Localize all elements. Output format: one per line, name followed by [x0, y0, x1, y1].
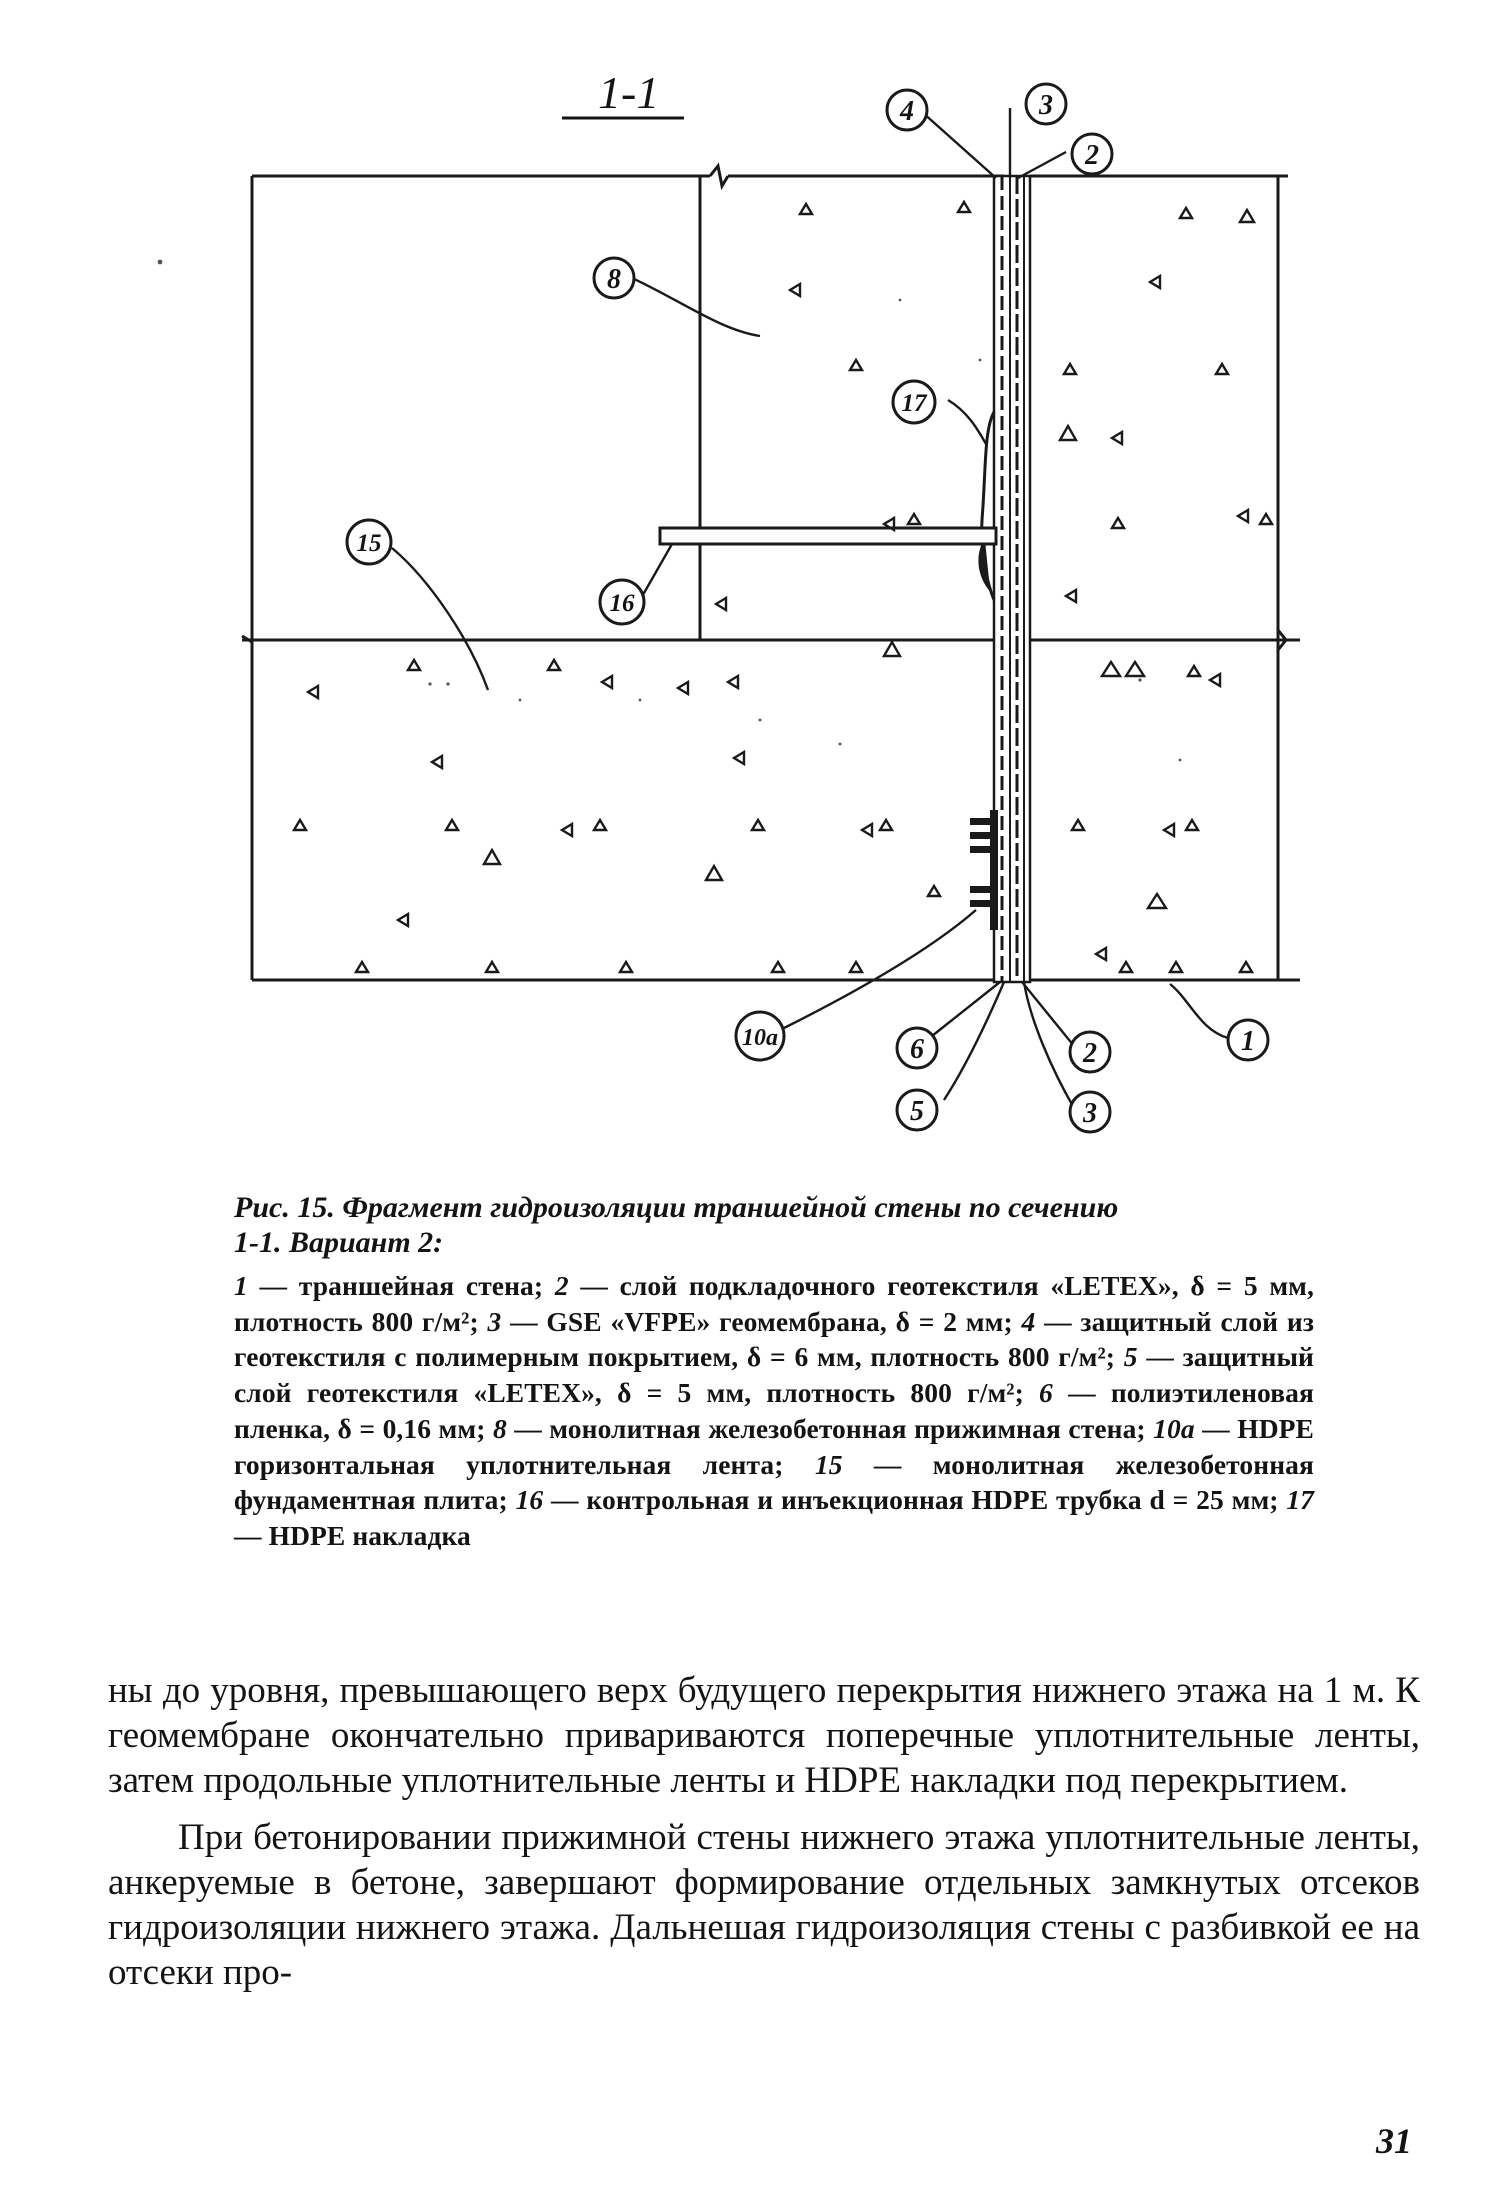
concrete-outline: [242, 166, 1300, 980]
body-paragraph-2: При бетонировании прижимной стены нижнего этажа уплотнительные ленты, анкеруемые в бетоне, завершают формирование отдельных замкнутых отсеков гидроизоляции нижнего этажа. Дальнешая гидроизоляция стены с разбивкой ее на отсеки про-: [108, 1817, 1420, 1993]
callout-circles: [347, 84, 1268, 1132]
legend-num: 4: [1021, 1305, 1036, 1337]
legend-text: — HDPE накладка: [234, 1519, 471, 1551]
caption-legend: [234, 1268, 1314, 1554]
legend-text: — контрольная и инъекционная HDPE трубка d = 25 мм;: [543, 1484, 1287, 1516]
callout-2-bottom: 2: [1083, 1038, 1097, 1069]
legend-num: 1: [234, 1270, 248, 1301]
figure-caption: [234, 1190, 1314, 1554]
legend-text: — слой подкладочного геотекстиля «LETEX», δ = 5 мм, плотность 800 г/м²;: [234, 1270, 1314, 1337]
callout-3-bottom: 3: [1083, 1098, 1097, 1129]
legend-text: — траншейная стена;: [247, 1270, 555, 1301]
legend-text: — защитный слой геотекстиля «LETEX», δ = 5 мм, плотность 800 г/м²;: [234, 1341, 1314, 1409]
legend-num: 10a: [1153, 1412, 1195, 1444]
legend-num: 16: [515, 1484, 544, 1516]
legend-text: — GSE «VFPE» геомембрана, δ = 2 мм;: [501, 1305, 1022, 1337]
legend-num: 6: [1039, 1377, 1053, 1409]
section-mark: 1-1: [598, 67, 660, 118]
legend-text: — защитный слой из геотекстиля с полимерным покрытием, δ = 6 мм, плотность 800 г/м²;: [234, 1305, 1314, 1373]
body-paragraph-1: ны до уровня, превышающего верх будущего перекрытия нижнего этажа на 1 м. К геомембране окончательно привариваются поперечные уплотнительные ленты, затем продольные уплотнительные ленты и HDPE накладки под перекрытием.: [108, 1670, 1420, 1801]
legend-num: 2: [554, 1270, 569, 1301]
callout-8: 8: [607, 264, 621, 295]
callout-3-top: 3: [1039, 90, 1053, 121]
caption-title-line2: 1-1. Вариант 2:: [234, 1226, 444, 1259]
injection-pipe: [660, 528, 996, 544]
caption-title: [234, 1190, 1314, 1260]
callout-1: 1: [1241, 1026, 1255, 1057]
aggregate-marks: [294, 202, 1272, 972]
callout-6: 6: [910, 1034, 924, 1065]
caption-title-line1: Рис. 15. Фрагмент гидроизоляции траншейной стены по сечению: [234, 1191, 1119, 1224]
legend-num: 3: [487, 1305, 502, 1337]
legend-text: — полиэтиленовая пленка, δ = 0,16 мм;: [234, 1377, 1314, 1444]
callout-16: 16: [609, 590, 635, 617]
body-text: [108, 1668, 1420, 2007]
callout-4: 4: [900, 96, 914, 127]
callout-2-top: 2: [1085, 140, 1099, 171]
legend-num: 17: [1286, 1484, 1315, 1516]
membrane-stack: [970, 176, 1030, 982]
legend-text: — монолитная железобетонная фундаментная плита;: [234, 1448, 1314, 1516]
callout-5: 5: [910, 1096, 924, 1127]
legend-num: 5: [1123, 1341, 1138, 1373]
callout-15: 15: [356, 530, 382, 557]
page-number: 31: [1376, 2121, 1412, 2161]
callout-17: 17: [901, 390, 927, 417]
legend-text: — HDPE горизонтальная уплотнительная лента;: [234, 1412, 1315, 1480]
legend-num: 8: [492, 1412, 507, 1444]
callout-10a: 10a: [742, 1025, 778, 1051]
legend-num: 15: [814, 1448, 843, 1480]
legend-text: — монолитная железобетонная прижимная стена;: [506, 1412, 1154, 1444]
